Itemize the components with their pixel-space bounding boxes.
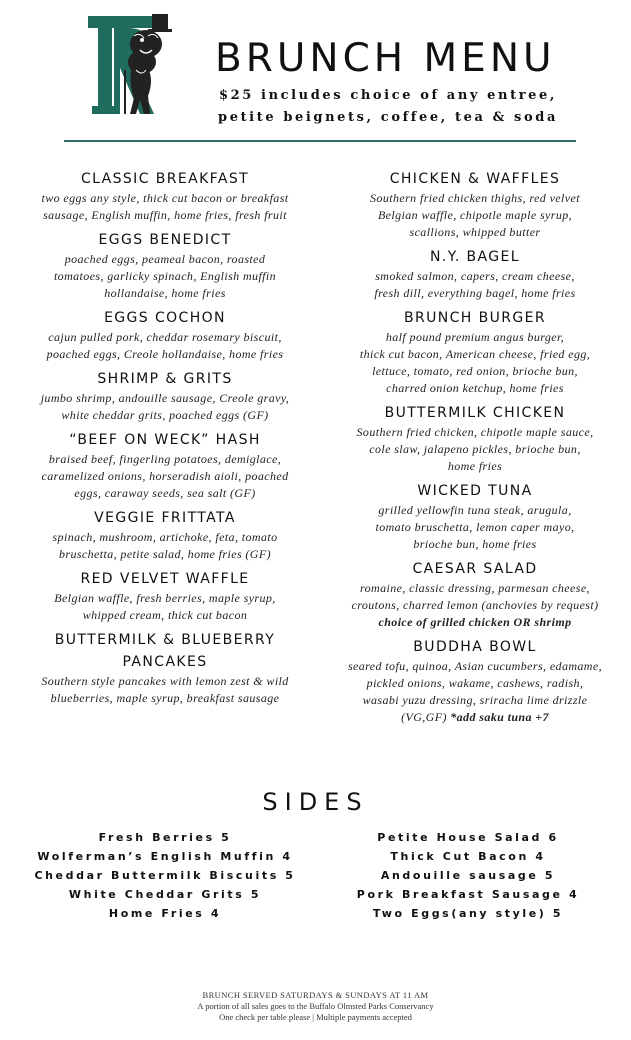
item-description [325,502,625,553]
payment-note: One check per table please | Multiple payments accepted [219,1012,412,1022]
desc-line: two eggs any style, thick cut bacon or breakfast [41,191,289,205]
item-name: VEGGIE FRITTATA [94,510,236,526]
desc-line: whipped cream, thick cut bacon [82,608,248,622]
desc-line: cajun pulled pork, cheddar rosemary biscuit, [48,330,282,344]
desc-line: sausage, English muffin, home fries, fresh fruit [43,208,287,222]
menu-item [325,307,625,397]
item-name: SHRIMP & GRITS [97,371,233,387]
item-name: WICKED TUNA [417,483,533,499]
item-description [20,390,310,424]
desc-line: caramelized onions, horseradish aioli, poached [41,469,289,483]
menu-item [325,558,625,631]
item-description [325,329,625,397]
menu-item [325,168,625,241]
desc-line: jumbo shrimp, andouille sausage, Creole gravy, [40,391,290,405]
footer [0,990,631,1023]
item-description [325,580,625,631]
desc-line: bruschetta, petite salad, home fries (GF) [58,547,272,561]
desc-line: scallions, whipped butter [409,225,541,239]
menu-item [20,629,310,707]
item-name: BUTTERMILK & BLUEBERRY [54,632,276,648]
desc-line: Belgian waffle, chipotle maple syrup, [377,208,573,222]
menu-item [325,402,625,475]
subtitle-line: petite beignets, coffee, tea & soda [218,110,558,125]
desc-line: Southern fried chicken thighs, red velvet [370,191,580,205]
sides-title: SIDES [262,788,369,816]
side-item: Thick Cut Bacon 4 [390,850,546,863]
menu-item [20,507,310,563]
dietary-tag: (VG,GF) [401,710,447,724]
item-description [325,190,625,241]
item-name: EGGS BENEDICT [98,232,232,248]
item-name: BRUNCH BURGER [403,310,546,326]
price-subtitle [218,85,558,129]
item-name: CAESAR SALAD [412,561,538,577]
side-item: Fresh Berries 5 [98,831,232,844]
side-item: Cheddar Buttermilk Biscuits 5 [34,869,296,882]
item-name: RED VELVET WAFFLE [80,571,250,587]
desc-line: croutons, charred lemon (anchovies by request) [351,598,599,612]
menu-item [20,568,310,624]
sides-column-right [318,828,618,923]
item-description [325,268,625,302]
menu-column-right [325,168,625,731]
desc-line: braised beef, fingerling potatoes, demiglace, [48,452,282,466]
service-hours: BRUNCH SERVED SATURDAYS & SUNDAYS AT 11 AM [202,990,429,1000]
side-item: Andouille sausage 5 [380,869,556,882]
item-name: BUDDHA BOWL [413,639,537,655]
desc-line: lettuce, tomato, red onion, brioche bun, [372,364,578,378]
menu-item [325,246,625,302]
menu-column-left [20,168,310,712]
desc-line: Southern style pancakes with lemon zest & wild [41,674,289,688]
desc-line: pickled onions, wakame, cashews, radish, [366,676,584,690]
menu-title: BRUNCH MENU [215,36,556,81]
item-description [20,529,310,563]
item-description [20,251,310,302]
item-description [325,658,625,726]
desc-line: charred onion ketchup, home fries [386,381,564,395]
side-item: Pork Breakfast Sausage 4 [356,888,580,901]
side-item: Petite House Salad 6 [377,831,559,844]
desc-line: spinach, mushroom, artichoke, feta, tomato [52,530,278,544]
menu-item [20,229,310,302]
desc-line: cole slaw, jalapeno pickles, brioche bun, [369,442,581,456]
item-name: “BEEF ON WECK” HASH [69,432,261,448]
item-description [20,590,310,624]
desc-line [325,709,625,726]
desc-line: hollandaise, home fries [104,286,226,300]
item-description [20,673,310,707]
menu-item [20,429,310,502]
desc-line: smoked salmon, capers, cream cheese, [375,269,575,283]
desc-line: tomato bruschetta, lemon caper mayo, [375,520,575,534]
item-name: EGGS COCHON [104,310,226,326]
item-note: choice of grilled chicken OR shrimp [378,615,572,629]
desc-line: white cheddar grits, poached eggs (GF) [61,408,269,422]
desc-line: poached eggs, Creole hollandaise, home fries [46,347,284,361]
desc-line: grilled yellowfin tuna steak, arugula, [378,503,572,517]
item-description [20,451,310,502]
desc-line: tomatoes, garlicky spinach, English muffin [53,269,277,283]
item-name-line2: PANCAKES [122,654,208,670]
desc-line: romaine, classic dressing, parmesan cheese, [360,581,590,595]
item-description [20,329,310,363]
desc-line: home fries [447,459,503,473]
desc-line: thick cut bacon, American cheese, fried egg, [359,347,591,361]
tr-monogram-bison-logo [84,10,192,118]
desc-line: poached eggs, peameal bacon, roasted [64,252,266,266]
menu-item [20,368,310,424]
side-item: Wolferman’s English Muffin 4 [37,850,293,863]
subtitle-line: $25 includes choice of any entree, [218,88,558,103]
item-name: CLASSIC BREAKFAST [80,171,250,187]
desc-line: brioche bun, home fries [413,537,537,551]
desc-line: half pound premium angus burger, [385,330,565,344]
sides-column-left [20,828,310,923]
desc-line: Southern fried chicken, chipotle maple sauce, [356,425,594,439]
item-name: N.Y. BAGEL [430,249,520,265]
side-item: Home Fries 4 [108,907,222,920]
desc-line: Belgian waffle, fresh berries, maple syrup, [54,591,276,605]
menu-item [325,636,625,726]
desc-line: eggs, caraway seeds, sea salt (GF) [74,486,256,500]
desc-line: blueberries, maple syrup, breakfast sausage [50,691,280,705]
menu-item [325,480,625,553]
side-item: Two Eggs(any style) 5 [372,907,564,920]
charity-note: A portion of all sales goes to the Buffalo Olmsted Parks Conservancy [197,1001,434,1011]
desc-line: wasabi yuzu dressing, sriracha lime drizzle [362,693,588,707]
add-on-note: *add saku tuna +7 [446,710,549,724]
side-item: White Cheddar Grits 5 [68,888,262,901]
menu-item [20,307,310,363]
desc-line: fresh dill, everything bagel, home fries [374,286,576,300]
header-divider [64,140,576,142]
item-description [325,424,625,475]
item-name: BUTTERMILK CHICKEN [384,405,566,421]
item-name: CHICKEN & WAFFLES [389,171,561,187]
menu-item [20,168,310,224]
item-description [20,190,310,224]
desc-line: seared tofu, quinoa, Asian cucumbers, edamame, [347,659,603,673]
